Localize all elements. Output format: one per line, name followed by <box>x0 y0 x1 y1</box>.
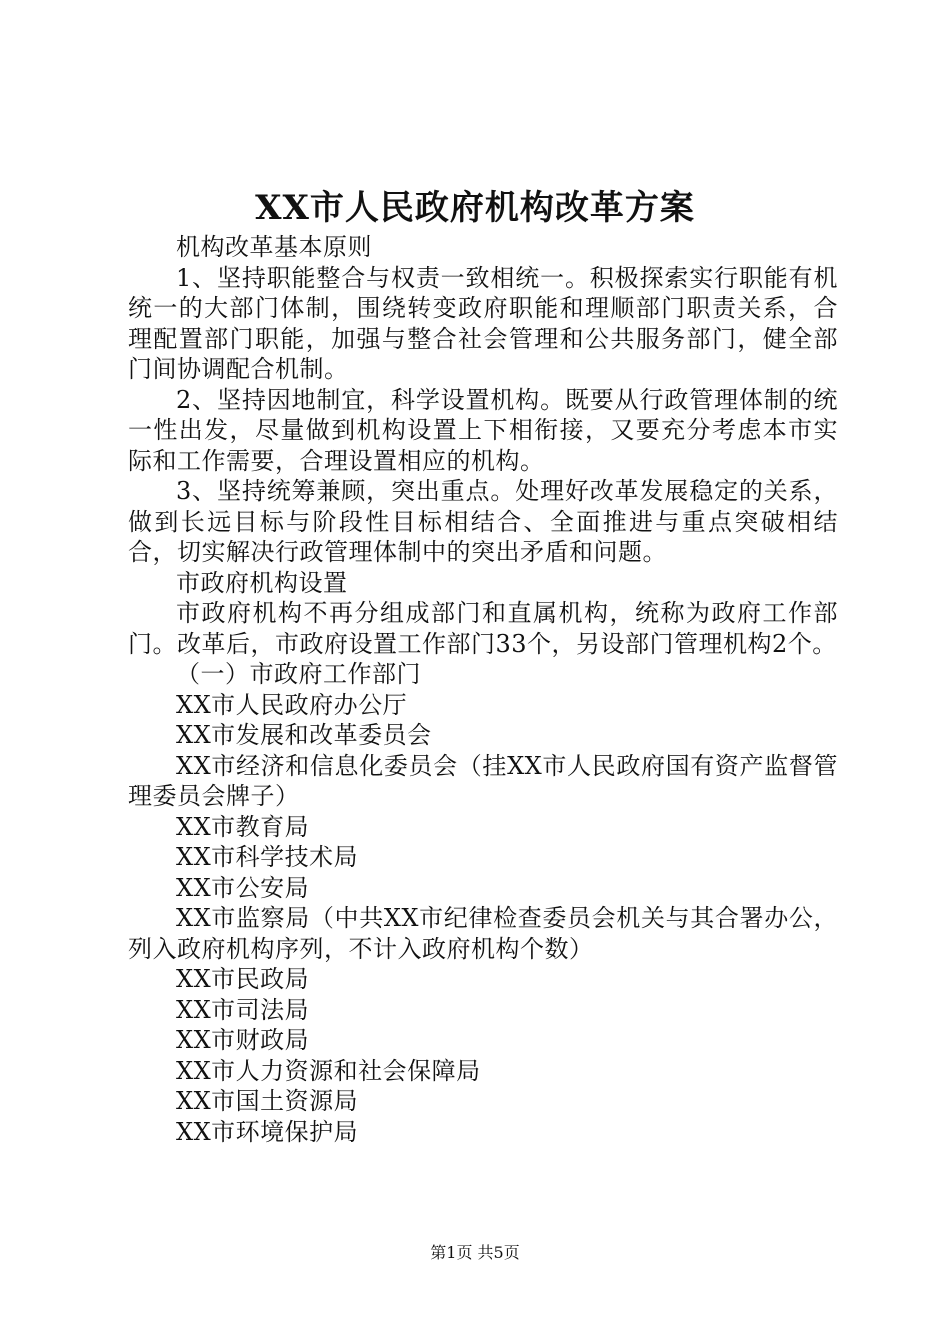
paragraph-principle-2: 2、坚持因地制宜，科学设置机构。既要从行政管理体制的统一性出发，尽量做到机构设置上下相衔接，又要充分考虑本市实际和工作需要，合理设置相应的机构。 <box>128 385 838 475</box>
list-item: XX市教育局 <box>176 812 310 841</box>
page-footer: 第1页 共5页 <box>430 1243 520 1262</box>
list-item: XX市人民政府办公厅 <box>176 690 408 719</box>
paragraph-section-departments: （一）市政府工作部门 <box>176 660 421 688</box>
paragraph-heading-principles: 机构改革基本原则 <box>176 233 372 261</box>
list-item: XX市公安局 <box>176 873 310 902</box>
list-item: XX市国土资源局 <box>176 1087 359 1115</box>
paragraph-setup-description: 市政府机构不再分组成部门和直属机构，统称为政府工作部门。改革后，市政府设置工作部门33个，另设部门管理机构2个。 <box>128 599 838 658</box>
list-item: XX市人力资源和社会保障局 <box>176 1056 481 1085</box>
list-item: XX市经济和信息化委员会（挂XX市人民政府国有资产监督管理委员会牌子） <box>128 751 838 810</box>
list-item: XX市财政局 <box>176 1026 310 1054</box>
list-item: XX市民政局 <box>176 965 310 993</box>
paragraph-principle-3: 3、坚持统筹兼顾，突出重点。处理好改革发展稳定的关系，做到长远目标与阶段性目标相结合、全面推进与重点突破相结合，切实解决行政管理体制中的突出矛盾和问题。 <box>128 477 838 566</box>
document-title: XX市人民政府机构改革方案 <box>255 188 695 228</box>
document-body <box>128 232 838 1147</box>
list-item: XX市监察局（中共XX市纪律检查委员会机关与其合署办公，列入政府机构序列，不计入政府机构个数） <box>128 904 838 963</box>
list-item: XX市环境保护局 <box>176 1117 359 1146</box>
list-item: XX市科学技术局 <box>176 843 359 871</box>
paragraph-principle-1: 1、坚持职能整合与权责一致相统一。积极探索实行职能有机统一的大部门体制，围绕转变政府职能和理顺部门职责关系，合理配置部门职能，加强与整合社会管理和公共服务部门，健全部门间协调配合机制。 <box>128 263 838 383</box>
list-item: XX市司法局 <box>176 995 310 1024</box>
paragraph-heading-setup: 市政府机构设置 <box>176 568 348 597</box>
list-item: XX市发展和改革委员会 <box>176 721 432 749</box>
